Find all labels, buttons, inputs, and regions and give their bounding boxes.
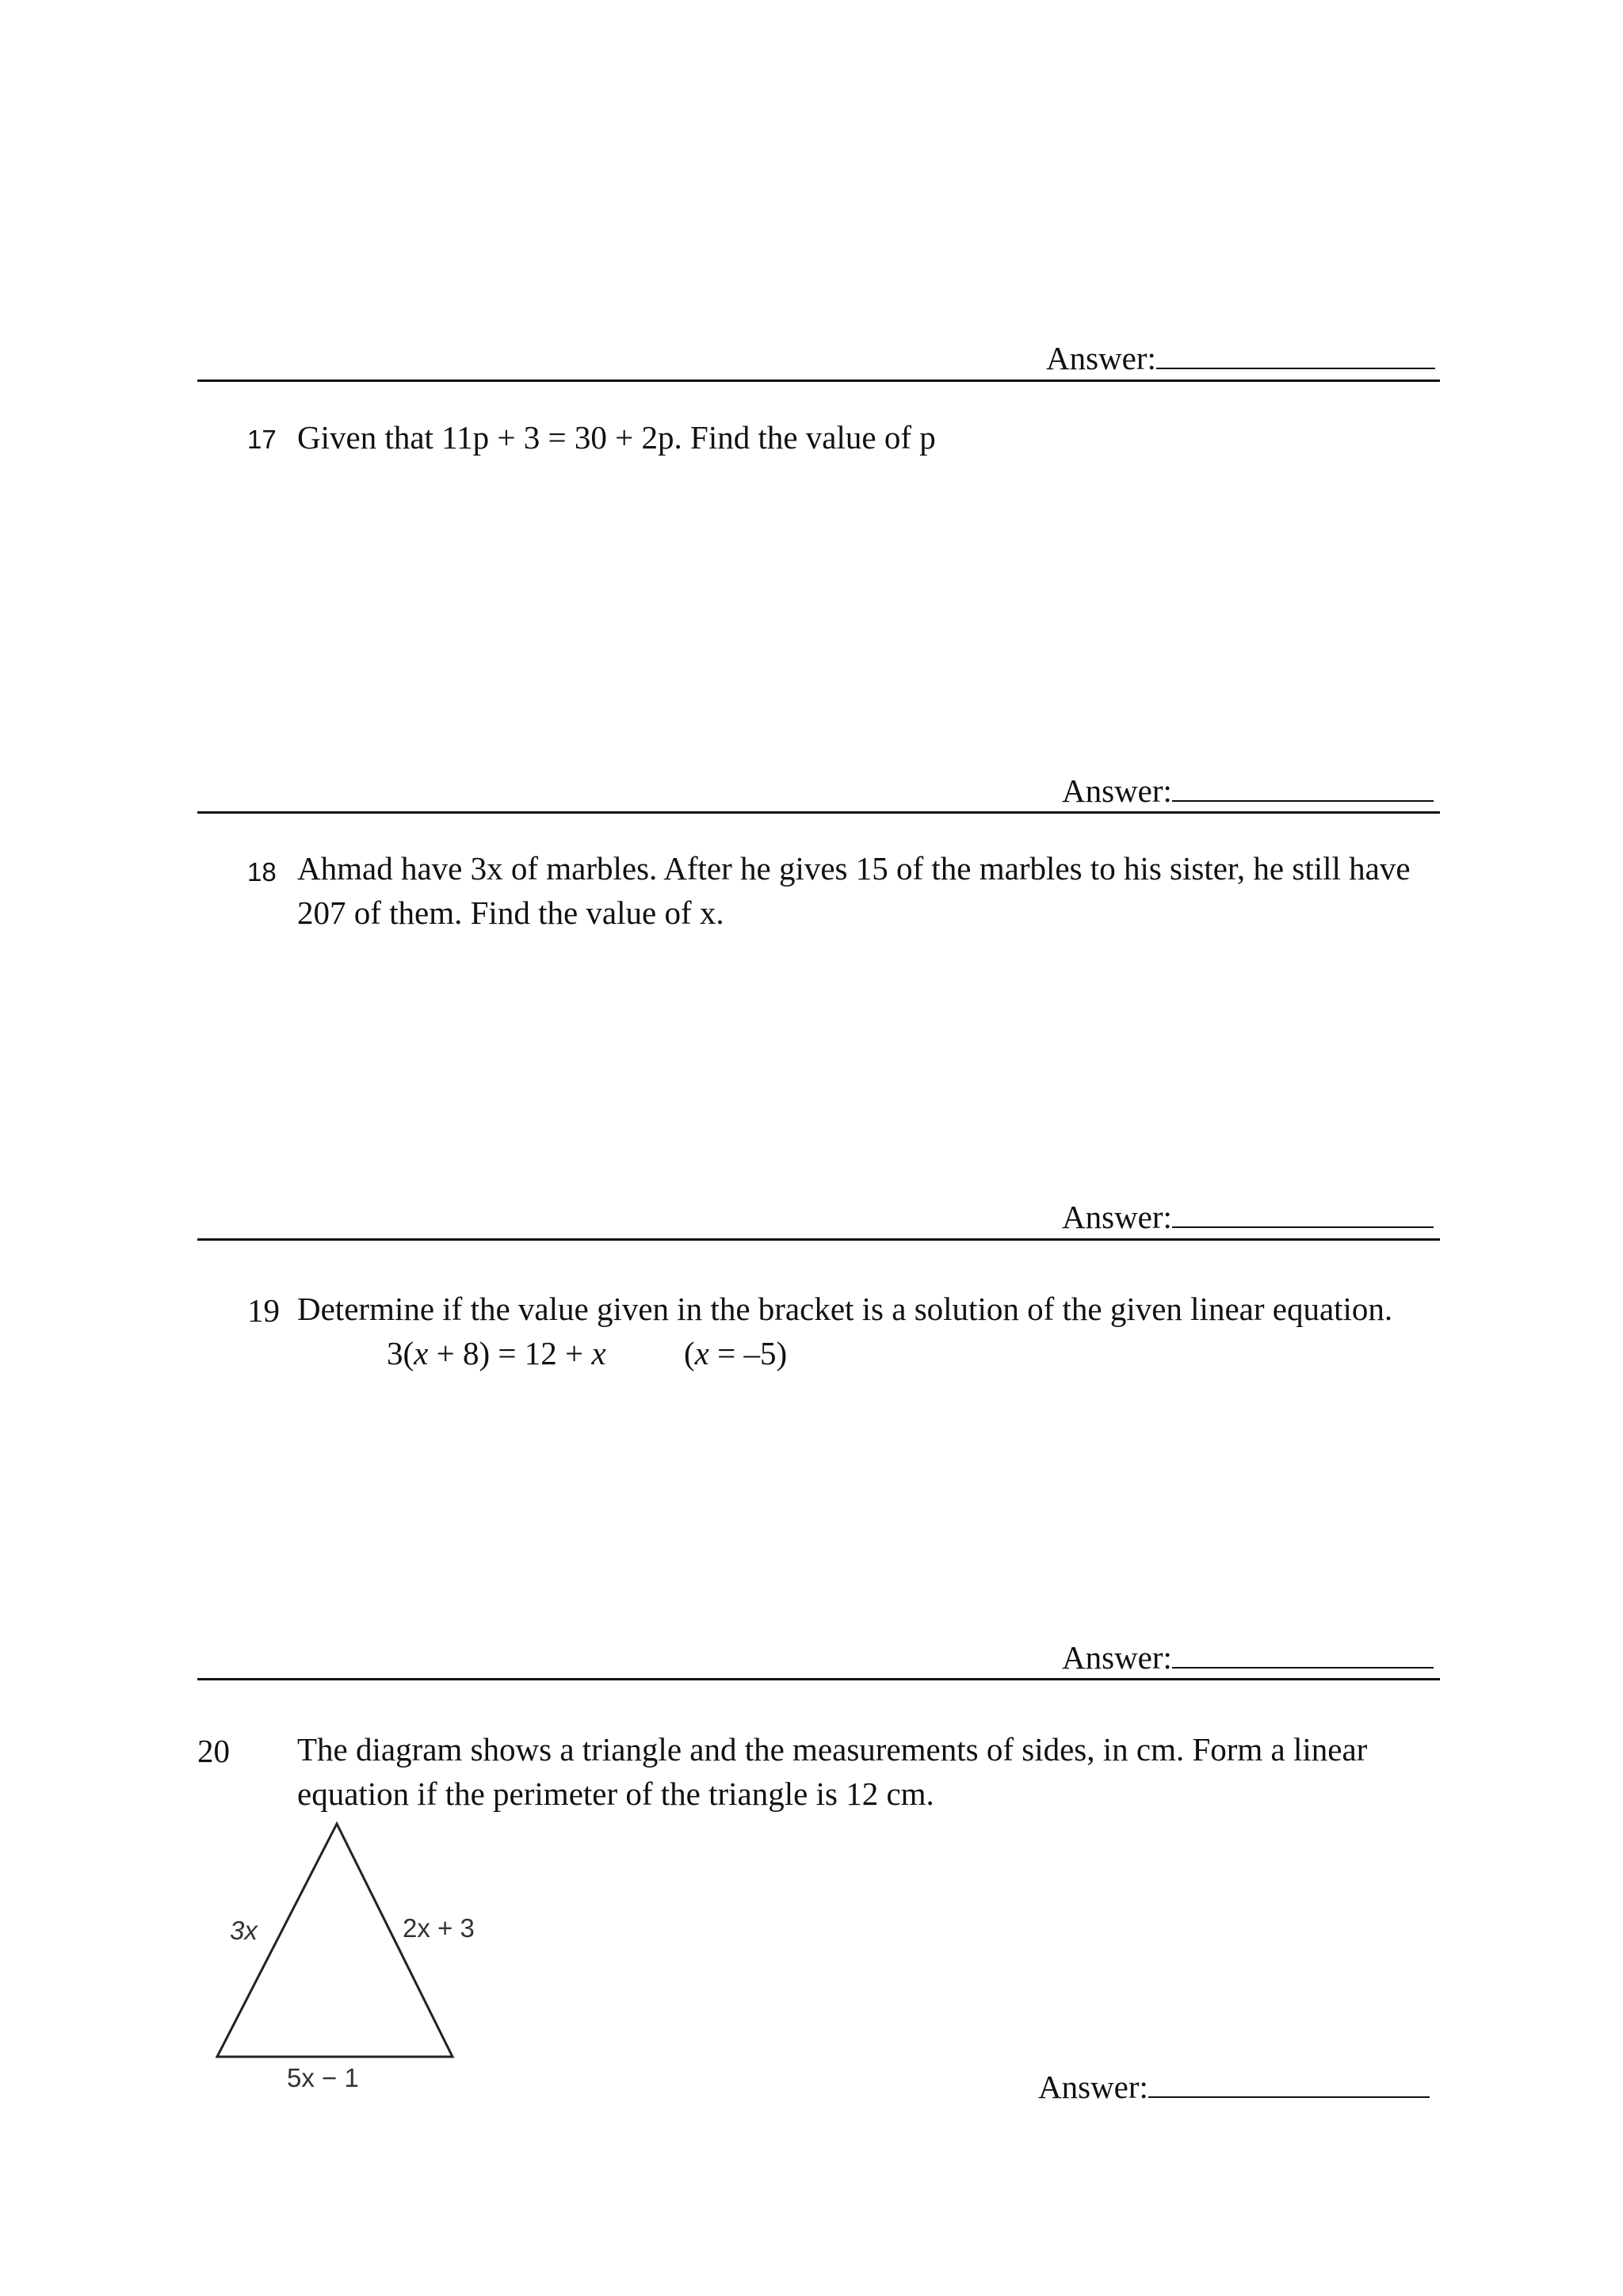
answer-label: Answer: bbox=[1062, 772, 1172, 809]
answer-blank[interactable] bbox=[1156, 367, 1435, 369]
answer-label: Answer: bbox=[1038, 2069, 1148, 2105]
answer-label: Answer: bbox=[1062, 1639, 1172, 1676]
question-text-20-line2: equation if the perimeter of the triangle is 12 cm. bbox=[297, 1775, 934, 1812]
equation-19: 3(x + 8) = 12 + x bbox=[387, 1335, 606, 1371]
section-divider bbox=[197, 379, 1440, 382]
section-divider bbox=[197, 1238, 1440, 1241]
triangle-diagram bbox=[198, 1814, 531, 2107]
answer-label: Answer: bbox=[1062, 1199, 1172, 1235]
answer-line-20 bbox=[1038, 2071, 1430, 2103]
side-label-left: 3x bbox=[230, 1916, 258, 1945]
answer-line-16 bbox=[1046, 342, 1435, 375]
question-text-18-line1: Ahmad have 3x of marbles. After he gives 15 of the marbles to his sister, he still have bbox=[297, 850, 1411, 887]
answer-blank[interactable] bbox=[1148, 2096, 1430, 2098]
answer-blank[interactable] bbox=[1172, 1226, 1434, 1228]
answer-blank[interactable] bbox=[1172, 1666, 1434, 1669]
side-label-right: 2x + 3 bbox=[403, 1913, 475, 1943]
side-label-base: 5x − 1 bbox=[287, 2063, 359, 2092]
question-text-20-line1: The diagram shows a triangle and the measurements of sides, in cm. Form a linear bbox=[297, 1731, 1368, 1768]
answer-line-19 bbox=[1062, 1639, 1434, 1676]
question-number-19: 19 bbox=[247, 1292, 280, 1329]
question-number-17: 17 bbox=[247, 425, 277, 454]
section-divider bbox=[197, 811, 1440, 814]
section-divider bbox=[197, 1678, 1440, 1680]
answer-label: Answer: bbox=[1046, 340, 1156, 376]
question-text-19: Determine if the value given in the bracket is a solution of the given linear equation. bbox=[297, 1291, 1393, 1327]
answer-line-18 bbox=[1062, 1201, 1434, 1234]
answer-blank[interactable] bbox=[1172, 799, 1434, 802]
answer-line-17 bbox=[1062, 772, 1434, 809]
question-number-20: 20 bbox=[197, 1733, 230, 1769]
question-number-18: 18 bbox=[247, 857, 277, 887]
question-text-18-line2: 207 of them. Find the value of x. bbox=[297, 894, 724, 931]
question-text-17: Given that 11p + 3 = 30 + 2p. Find the value of p bbox=[297, 419, 936, 456]
bracket-value-19: (x = –5) bbox=[684, 1335, 788, 1371]
